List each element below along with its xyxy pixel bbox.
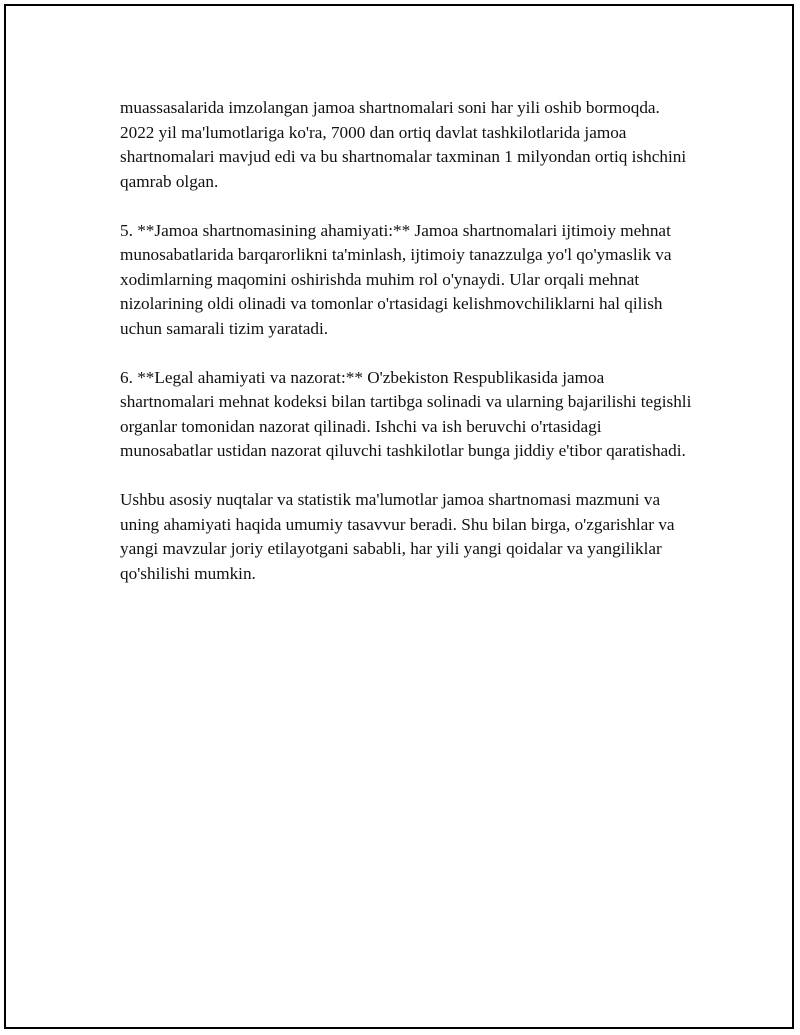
paragraph-importance: 5. **Jamoa shartnomasining ahamiyati:** Jamoa shartnomalari ijtimoiy mehnat munosabatlarida barqarorlikni ta'minlash, ijtimoiy tanazzulga yo'l qo'ymaslik va xodimlarning maqomini oshirishda muhim rol o'ynaydi. Ular orqali mehnat nizolarining oldi olinadi va tomonlar o'rtasidagi kelishmovchiliklarni hal qilish uchun samarali tizim yaratadi. (120, 220, 672, 338)
paragraph-legal-control: 6. **Legal ahamiyati va nazorat:** O'zbekiston Respublikasida jamoa shartnomalari mehnat kodeksi bilan tartibga solinadi va ularning bajarilishi tegishli organlar tomonidan nazorat qilinadi. Ishchi va ish beruvchi o'rtasidagi munosabatlar ustidan nazorat qiluvchi tashkilotlar bunga jiddiy e'tibor qaratishadi. (120, 367, 692, 460)
paragraph-summary: Ushbu asosiy nuqtalar va statistik ma'lumotlar jamoa shartnomasi mazmuni va uning ahamiyati haqida umumiy tasavvur beradi. Shu bilan birga, o'zgarishlar va yangi mavzular joriy etilayotgani sababli, har yili yangi qoidalar va yangiliklar qo'shilishi mumkin. (120, 490, 675, 583)
document-body (120, 96, 695, 586)
document-page (4, 4, 794, 1029)
paragraph-statistics: muassasalarida imzolangan jamoa shartnomalari soni har yili oshib bormoqda. 2022 yil ma'lumotlariga ko'ra, 7000 dan ortiq davlat tashkilotlarida jamoa shartnomalari mavjud edi va bu shartnomalar taxminan 1 milyondan ortiq ishchini qamrab olgan. (120, 98, 687, 191)
